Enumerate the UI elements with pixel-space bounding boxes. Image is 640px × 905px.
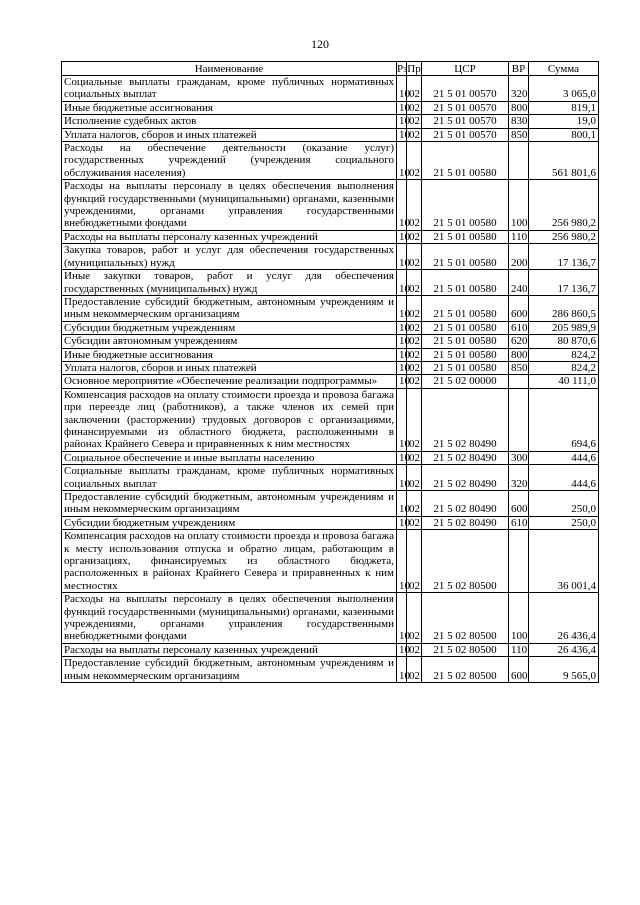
table-body	[62, 76, 599, 683]
table-row	[62, 593, 599, 644]
name-cell: Расходы на обеспечение деятельности (оказание услуг) государственных учреждений (учреждения социального обслуживания населения)	[62, 142, 397, 180]
rz-cell: 10	[397, 388, 407, 451]
name-cell: Компенсация расходов на оплату стоимости проезда и провоза багажа к месту использования отпуска и обратно лицам, работающим в организациях, финансируемых из областного бюджета, расположенных в районах Крайнего Севера и приравненных к ним местностях	[62, 530, 397, 593]
name-cell: Расходы на выплаты персоналу казенных учреждений	[62, 643, 397, 656]
pr-cell: 02	[407, 244, 422, 270]
pr-cell: 02	[407, 530, 422, 593]
pr-cell: 02	[407, 657, 422, 683]
pr-cell: 02	[407, 348, 422, 361]
name-cell: Субсидии бюджетным учреждениям	[62, 516, 397, 529]
sum-cell: 694,6	[529, 388, 599, 451]
csr-cell: 21 5 02 80490	[422, 465, 509, 491]
csr-cell: 21 5 01 00580	[422, 230, 509, 243]
csr-cell: 21 5 01 00580	[422, 180, 509, 231]
pr-cell: 02	[407, 465, 422, 491]
name-cell: Социальные выплаты гражданам, кроме публичных нормативных социальных выплат	[62, 465, 397, 491]
pr-cell: 02	[407, 230, 422, 243]
rz-cell: 10	[397, 321, 407, 334]
name-cell: Субсидии бюджетным учреждениям	[62, 321, 397, 334]
name-cell: Предоставление субсидий бюджетным, автономным учреждениям и иным некоммерческим организациям	[62, 491, 397, 517]
csr-cell: 21 5 02 80500	[422, 643, 509, 656]
vr-cell: 200	[509, 244, 529, 270]
page-number: 120	[311, 37, 329, 51]
rz-cell: 10	[397, 230, 407, 243]
name-cell: Уплата налогов, сборов и иных платежей	[62, 361, 397, 374]
name-cell: Социальные выплаты гражданам, кроме публичных нормативных социальных выплат	[62, 76, 397, 102]
csr-cell: 21 5 02 80500	[422, 593, 509, 644]
vr-cell: 620	[509, 335, 529, 348]
rz-cell: 10	[397, 361, 407, 374]
vr-cell	[509, 142, 529, 180]
pr-cell: 02	[407, 361, 422, 374]
sum-cell: 561 801,6	[529, 142, 599, 180]
pr-cell: 02	[407, 491, 422, 517]
csr-cell: 21 5 01 00580	[422, 270, 509, 296]
header-sum: Сумма	[529, 62, 599, 76]
pr-cell: 02	[407, 295, 422, 321]
name-cell: Предоставление субсидий бюджетным, автономным учреждениям и иным некоммерческим организациям	[62, 657, 397, 683]
rz-cell: 10	[397, 128, 407, 141]
budget-table	[61, 61, 599, 683]
csr-cell: 21 5 01 00580	[422, 361, 509, 374]
name-cell: Исполнение судебных актов	[62, 115, 397, 128]
csr-cell: 21 5 01 00580	[422, 295, 509, 321]
csr-cell: 21 5 01 00580	[422, 142, 509, 180]
sum-cell: 26 436,4	[529, 593, 599, 644]
table-row	[62, 388, 599, 451]
rz-cell: 10	[397, 244, 407, 270]
sum-cell: 824,2	[529, 361, 599, 374]
pr-cell: 02	[407, 593, 422, 644]
vr-cell: 800	[509, 101, 529, 114]
csr-cell: 21 5 01 00580	[422, 348, 509, 361]
table-row	[62, 491, 599, 517]
pr-cell: 02	[407, 451, 422, 464]
pr-cell: 02	[407, 321, 422, 334]
vr-cell: 320	[509, 465, 529, 491]
csr-cell: 21 5 01 00580	[422, 335, 509, 348]
table-row	[62, 530, 599, 593]
table-row	[62, 128, 599, 141]
table-row	[62, 115, 599, 128]
rz-cell: 10	[397, 335, 407, 348]
header-rz: Рз	[397, 62, 408, 75]
sum-cell: 819,1	[529, 101, 599, 114]
sum-cell: 40 111,0	[529, 375, 599, 388]
vr-cell: 100	[509, 593, 529, 644]
rz-cell: 10	[397, 516, 407, 529]
vr-cell: 610	[509, 321, 529, 334]
vr-cell: 600	[509, 657, 529, 683]
vr-cell: 300	[509, 451, 529, 464]
table-row	[62, 348, 599, 361]
csr-cell: 21 5 02 80490	[422, 388, 509, 451]
csr-cell: 21 5 01 00580	[422, 321, 509, 334]
rz-cell: 10	[397, 530, 407, 593]
name-cell: Расходы на выплаты персоналу казенных учреждений	[62, 230, 397, 243]
pr-cell: 02	[407, 516, 422, 529]
pr-cell: 02	[407, 335, 422, 348]
name-cell: Расходы на выплаты персоналу в целях обеспечения выполнения функций государственными (муниципальными) органами, казенными учреждениями, органами управления государственными внебюджетными фондами	[62, 593, 397, 644]
sum-cell: 36 001,4	[529, 530, 599, 593]
csr-cell: 21 5 02 80490	[422, 491, 509, 517]
pr-cell: 02	[407, 375, 422, 388]
name-cell: Расходы на выплаты персоналу в целях обеспечения выполнения функций государственными (муниципальными) органами, казенными учреждениями, органами управления государственными внебюджетными фондами	[62, 180, 397, 231]
rz-cell: 10	[397, 643, 407, 656]
rz-cell: 10	[397, 76, 407, 102]
name-cell: Иные бюджетные ассигнования	[62, 348, 397, 361]
name-cell: Социальное обеспечение и иные выплаты населению	[62, 451, 397, 464]
vr-cell: 320	[509, 76, 529, 102]
table-row	[62, 76, 599, 102]
vr-cell: 110	[509, 643, 529, 656]
sum-cell: 26 436,4	[529, 643, 599, 656]
sum-cell: 250,0	[529, 491, 599, 517]
vr-cell: 850	[509, 361, 529, 374]
pr-cell: 02	[407, 115, 422, 128]
name-cell: Основное мероприятие «Обеспечение реализации подпрограммы»	[62, 375, 397, 388]
header-pr: Пр	[407, 62, 421, 75]
csr-cell: 21 5 02 80500	[422, 657, 509, 683]
name-cell: Предоставление субсидий бюджетным, автономным учреждениям и иным некоммерческим организациям	[62, 295, 397, 321]
sum-cell: 824,2	[529, 348, 599, 361]
rz-cell: 10	[397, 593, 407, 644]
rz-cell: 10	[397, 657, 407, 683]
vr-cell: 830	[509, 115, 529, 128]
rz-cell: 10	[397, 142, 407, 180]
table-row	[62, 321, 599, 334]
table-row	[62, 335, 599, 348]
table-row	[62, 361, 599, 374]
csr-cell: 21 5 02 00000	[422, 375, 509, 388]
vr-cell: 110	[509, 230, 529, 243]
vr-cell: 800	[509, 348, 529, 361]
table-row	[62, 230, 599, 243]
table-header-row	[62, 62, 599, 76]
sum-cell: 256 980,2	[529, 230, 599, 243]
sum-cell: 17 136,7	[529, 244, 599, 270]
sum-cell: 3 065,0	[529, 76, 599, 102]
rz-cell: 10	[397, 491, 407, 517]
table-row	[62, 657, 599, 683]
sum-cell: 80 870,6	[529, 335, 599, 348]
vr-cell: 600	[509, 491, 529, 517]
pr-cell: 02	[407, 76, 422, 102]
sum-cell: 444,6	[529, 465, 599, 491]
sum-cell: 800,1	[529, 128, 599, 141]
name-cell: Иные закупки товаров, работ и услуг для обеспечения государственных (муниципальных) нужд	[62, 270, 397, 296]
csr-cell: 21 5 02 80490	[422, 451, 509, 464]
header-vr: ВР	[509, 62, 529, 76]
name-cell: Иные бюджетные ассигнования	[62, 101, 397, 114]
name-cell: Уплата налогов, сборов и иных платежей	[62, 128, 397, 141]
sum-cell: 250,0	[529, 516, 599, 529]
csr-cell: 21 5 01 00580	[422, 244, 509, 270]
sum-cell: 256 980,2	[529, 180, 599, 231]
rz-cell: 10	[397, 101, 407, 114]
pr-cell: 02	[407, 101, 422, 114]
csr-cell: 21 5 01 00570	[422, 101, 509, 114]
rz-cell: 10	[397, 465, 407, 491]
table-row	[62, 244, 599, 270]
csr-cell: 21 5 02 80500	[422, 530, 509, 593]
table-row	[62, 451, 599, 464]
vr-cell: 850	[509, 128, 529, 141]
table-row	[62, 643, 599, 656]
vr-cell	[509, 388, 529, 451]
rz-cell: 10	[397, 375, 407, 388]
vr-cell	[509, 530, 529, 593]
vr-cell: 600	[509, 295, 529, 321]
name-cell: Компенсация расходов на оплату стоимости проезда и провоза багажа при переезде лиц (работников), а также членов их семей при заключении (расторжении) трудовых договоров с организациями, финансируемыми из областного бюджета, расположенными в районах Крайнего Севера и приравненных к ним местностях	[62, 388, 397, 451]
sum-cell: 286 860,5	[529, 295, 599, 321]
header-name: Наименование	[62, 62, 397, 76]
pr-cell: 02	[407, 270, 422, 296]
csr-cell: 21 5 01 00570	[422, 128, 509, 141]
pr-cell: 02	[407, 142, 422, 180]
vr-cell: 240	[509, 270, 529, 296]
rz-cell: 10	[397, 115, 407, 128]
rz-cell: 10	[397, 348, 407, 361]
header-csr: ЦСР	[422, 62, 509, 76]
table-row	[62, 516, 599, 529]
name-cell: Субсидии автономным учреждениям	[62, 335, 397, 348]
table-row	[62, 180, 599, 231]
csr-cell: 21 5 01 00570	[422, 76, 509, 102]
rz-cell: 10	[397, 295, 407, 321]
table-row	[62, 142, 599, 180]
table-row	[62, 101, 599, 114]
vr-cell	[509, 375, 529, 388]
rz-cell: 10	[397, 270, 407, 296]
table-row	[62, 295, 599, 321]
sum-cell: 444,6	[529, 451, 599, 464]
pr-cell: 02	[407, 180, 422, 231]
table-row	[62, 270, 599, 296]
table-row	[62, 375, 599, 388]
sum-cell: 17 136,7	[529, 270, 599, 296]
csr-cell: 21 5 02 80490	[422, 516, 509, 529]
pr-cell: 02	[407, 643, 422, 656]
vr-cell: 100	[509, 180, 529, 231]
table-row	[62, 465, 599, 491]
sum-cell: 9 565,0	[529, 657, 599, 683]
rz-cell: 10	[397, 180, 407, 231]
vr-cell: 610	[509, 516, 529, 529]
pr-cell: 02	[407, 388, 422, 451]
rz-cell: 10	[397, 451, 407, 464]
sum-cell: 19,0	[529, 115, 599, 128]
name-cell: Закупка товаров, работ и услуг для обеспечения государственных (муниципальных) нужд	[62, 244, 397, 270]
csr-cell: 21 5 01 00570	[422, 115, 509, 128]
pr-cell: 02	[407, 128, 422, 141]
sum-cell: 205 989,9	[529, 321, 599, 334]
